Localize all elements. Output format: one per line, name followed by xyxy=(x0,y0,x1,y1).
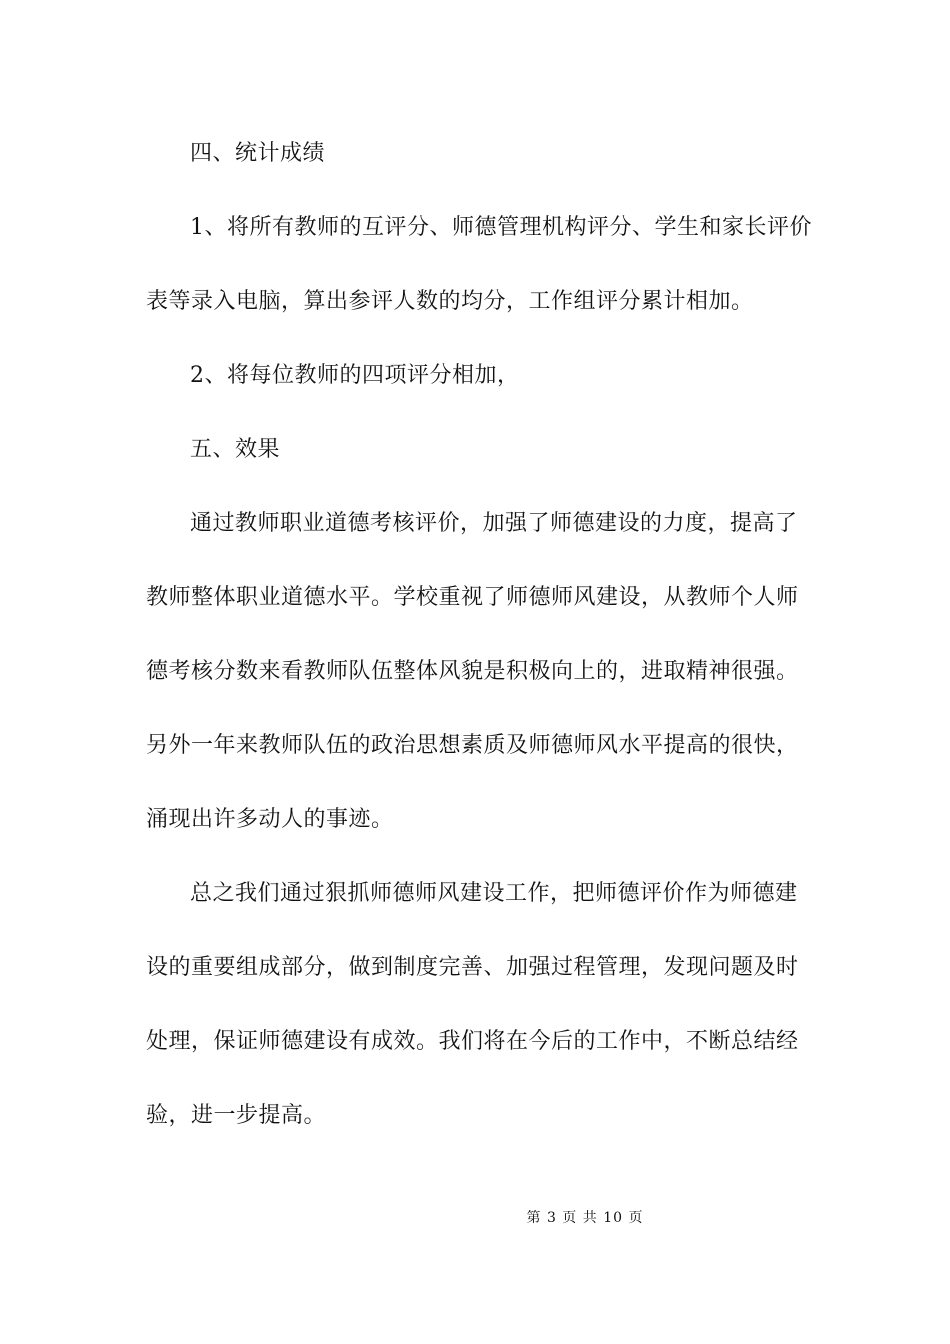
paragraph-line: 1、将所有教师的互评分、师德管理机构评分、学生和家长评价 xyxy=(190,215,812,240)
paragraph-line: 验，进一步提高。 xyxy=(146,1103,327,1128)
paragraph-line: 德考核分数来看教师队伍整体风貌是积极向上的，进取精神很强。 xyxy=(146,659,799,684)
page-number: 第 3 页 共 10 页 xyxy=(526,1210,644,1226)
paragraph-line: 教师整体职业道德水平。学校重视了师德师风建设，从教师个人师 xyxy=(146,585,799,610)
paragraph-line: 表等录入电脑，算出参评人数的均分，工作组评分累计相加。 xyxy=(146,289,754,314)
paragraph-line: 涌现出许多动人的事迹。 xyxy=(146,807,394,832)
section-heading-statistics: 四、统计成绩 xyxy=(190,141,326,166)
paragraph-line: 通过教师职业道德考核评价，加强了师德建设的力度，提高了 xyxy=(190,511,798,536)
paragraph-line: 总之我们通过狠抓师德师风建设工作，把师德评价作为师德建 xyxy=(190,881,798,906)
paragraph-line: 设的重要组成部分，做到制度完善、加强过程管理，发现问题及时 xyxy=(146,955,799,980)
document-body xyxy=(146,130,810,1166)
page-footer xyxy=(0,1208,950,1228)
paragraph-line: 2、将每位教师的四项评分相加， xyxy=(190,363,520,388)
section-heading-effect: 五、效果 xyxy=(190,437,281,462)
paragraph-line: 处理，保证师德建设有成效。我们将在今后的工作中，不断总结经 xyxy=(146,1029,799,1054)
paragraph-line: 另外一年来教师队伍的政治思想素质及师德师风水平提高的很快， xyxy=(146,733,799,758)
